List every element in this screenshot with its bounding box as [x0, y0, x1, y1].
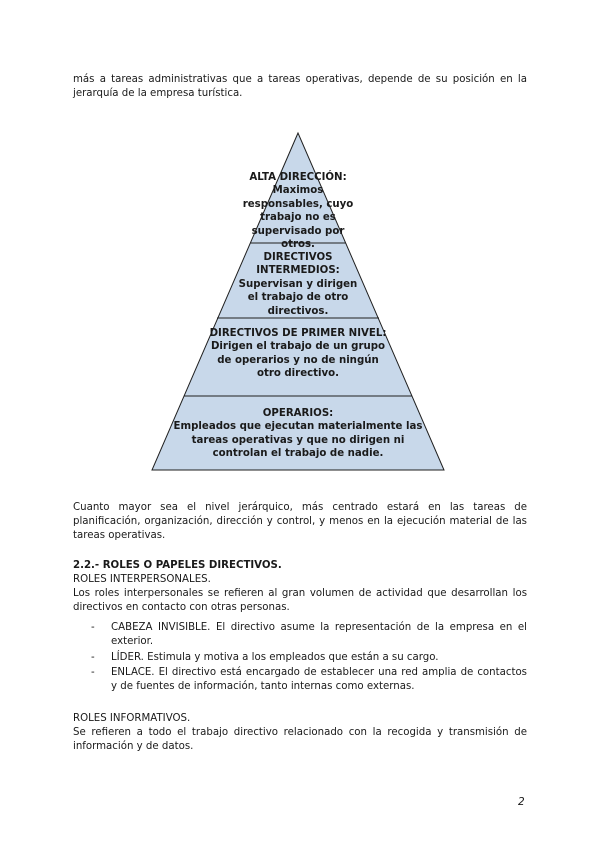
- level-title: DIRECTIVOS INTERMEDIOS:: [256, 252, 340, 277]
- pyramid-level-intermediate: [232, 251, 364, 318]
- level-body: Empleados que ejecutan materialmente las tareas operativas y que no dirigen ni controlan el trabajo de nadie.: [173, 421, 423, 460]
- level-body: Maximos responsables, cuyo trabajo no es supervisado por otros.: [242, 185, 354, 251]
- informative-title: ROLES INFORMATIVOS.: [73, 713, 191, 724]
- pyramid-level-top: [238, 171, 358, 251]
- level-body: Dirigen el trabajo de un grupo de operarios y no de ningún otro directivo.: [210, 341, 386, 380]
- bullet-text: LÍDER. Estimula y motiva a los empleados que están a su cargo.: [111, 652, 439, 663]
- section-heading: 2.2.- ROLES O PAPELES DIRECTIVOS.: [73, 560, 282, 571]
- bullet-dash: -: [91, 622, 95, 633]
- interpersonal-title: ROLES INTERPERSONALES.: [73, 574, 211, 585]
- level-title: DIRECTIVOS DE PRIMER NIVEL:: [209, 328, 387, 339]
- hierarchy-paragraph: Cuanto mayor sea el nivel jerárquico, más centrado estará en las tareas de planificación, organización, dirección y control, y menos en la ejecución material de las tareas operativas.: [73, 502, 527, 541]
- bullet-text: ENLACE. El directivo está encargado de establecer una red amplia de contactos y de fuentes de información, tanto internas como externas.: [111, 667, 527, 692]
- pyramid-level-operators: [163, 407, 433, 461]
- informative-intro: Se refieren a todo el trabajo directivo relacionado con la recogida y transmisión de información y de datos.: [73, 727, 527, 752]
- bullet-dash: -: [91, 652, 95, 663]
- page-number: 2: [518, 796, 525, 808]
- interpersonal-intro: Los roles interpersonales se refieren al gran volumen de actividad que desarrollan los directivos en contacto con otras personas.: [73, 588, 527, 613]
- pyramid-level-first: [206, 327, 390, 381]
- level-title: ALTA DIRECCIÓN:: [249, 172, 347, 183]
- intro-paragraph: más a tareas administrativas que a tareas operativas, depende de su posición en la jerarquía de la empresa turística.: [73, 74, 527, 99]
- bullet-dash: -: [91, 667, 95, 678]
- bullet-text: CABEZA INVISIBLE. El directivo asume la representación de la empresa en el exterior.: [111, 622, 527, 647]
- level-title: OPERARIOS:: [262, 408, 334, 419]
- level-body: Supervisan y dirigen el trabajo de otro directivos.: [238, 278, 358, 317]
